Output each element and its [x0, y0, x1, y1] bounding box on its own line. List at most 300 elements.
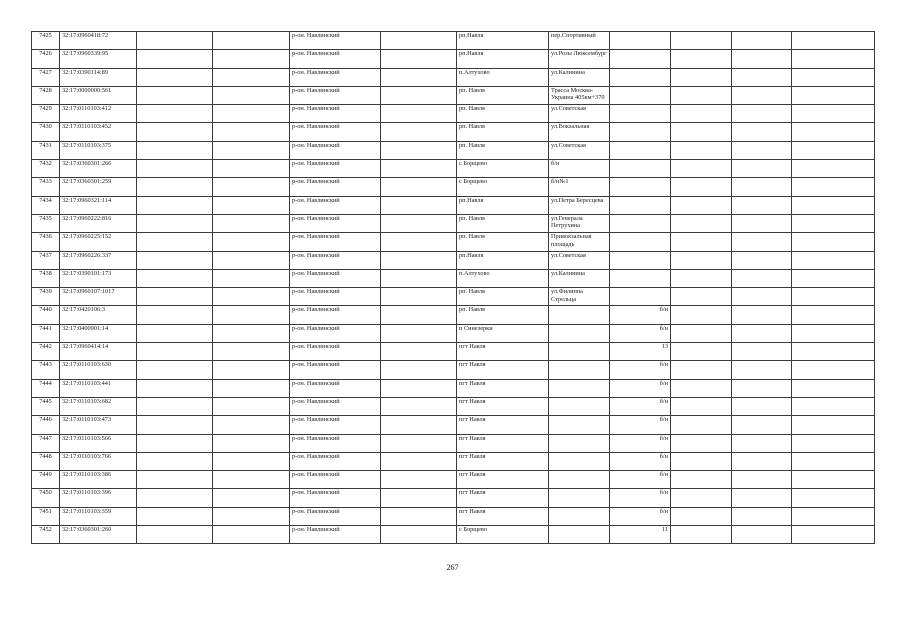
cell-empty — [732, 160, 792, 178]
cell-house: б/н — [610, 489, 671, 507]
cell-empty — [381, 269, 457, 287]
cell-number: 7452 — [32, 526, 60, 544]
cell-empty — [137, 269, 213, 287]
cell-empty — [792, 452, 875, 470]
cell-street: ул.Петра Бересцева — [549, 196, 610, 214]
cell-district: р-он. Навлинский — [290, 397, 381, 415]
cell-empty — [732, 507, 792, 525]
cell-empty — [213, 489, 290, 507]
cell-street — [549, 306, 610, 324]
cell-empty — [671, 288, 732, 306]
cell-empty — [213, 361, 290, 379]
table-row — [32, 526, 875, 544]
cell-empty — [381, 379, 457, 397]
cell-house — [610, 214, 671, 232]
cell-empty — [213, 526, 290, 544]
cell-empty — [671, 50, 732, 68]
cell-empty — [671, 32, 732, 50]
cell-empty — [137, 251, 213, 269]
cell-cadastral-number: 32:17:0110103:630 — [60, 361, 137, 379]
cell-empty — [381, 141, 457, 159]
cell-empty — [137, 306, 213, 324]
cell-cadastral-number: 32:17:0110103:682 — [60, 397, 137, 415]
cell-empty — [732, 397, 792, 415]
cell-locality: с Борщево — [457, 178, 549, 196]
cell-empty — [213, 471, 290, 489]
cell-cadastral-number: 32:17:0390114:89 — [60, 68, 137, 86]
cell-district: р-он. Навлинский — [290, 343, 381, 361]
table-row — [32, 507, 875, 525]
cell-house — [610, 105, 671, 123]
cell-empty — [137, 68, 213, 86]
cell-empty — [137, 196, 213, 214]
cell-number: 7426 — [32, 50, 60, 68]
cell-number: 7447 — [32, 434, 60, 452]
cell-district: р-он. Навлинский — [290, 141, 381, 159]
cell-locality: пгт Навля — [457, 379, 549, 397]
cell-empty — [381, 233, 457, 251]
cell-empty — [732, 306, 792, 324]
cell-empty — [137, 233, 213, 251]
cell-number: 7425 — [32, 32, 60, 50]
cell-empty — [213, 141, 290, 159]
cell-house: б/н — [610, 306, 671, 324]
cell-empty — [381, 361, 457, 379]
cell-house — [610, 141, 671, 159]
cell-empty — [671, 251, 732, 269]
table-row — [32, 251, 875, 269]
cell-empty — [732, 269, 792, 287]
cell-cadastral-number: 32:17:0110103:386 — [60, 471, 137, 489]
cell-empty — [381, 452, 457, 470]
cell-cadastral-number: 32:17:0960226:337 — [60, 251, 137, 269]
cell-empty — [381, 251, 457, 269]
cell-empty — [381, 434, 457, 452]
cell-empty — [671, 452, 732, 470]
cell-empty — [381, 32, 457, 50]
cell-house — [610, 50, 671, 68]
cell-empty — [381, 471, 457, 489]
cell-empty — [732, 233, 792, 251]
cell-district: р-он. Навлинский — [290, 471, 381, 489]
cell-number: 7443 — [32, 361, 60, 379]
cell-district: р-он. Навлинский — [290, 269, 381, 287]
cell-empty — [792, 416, 875, 434]
cell-empty — [137, 123, 213, 141]
cell-empty — [381, 397, 457, 415]
cell-house: б/н — [610, 397, 671, 415]
cell-number: 7436 — [32, 233, 60, 251]
cell-empty — [381, 526, 457, 544]
cell-empty — [213, 233, 290, 251]
registry-table — [31, 31, 875, 544]
cell-empty — [792, 141, 875, 159]
cell-locality: рп.Навля — [457, 50, 549, 68]
cell-district: р-он. Навлинский — [290, 361, 381, 379]
cell-locality: с Борщево — [457, 526, 549, 544]
cell-empty — [732, 288, 792, 306]
cell-house: б/н — [610, 416, 671, 434]
cell-street — [549, 324, 610, 342]
cell-number: 7440 — [32, 306, 60, 324]
cell-locality: п.Алтухово — [457, 269, 549, 287]
cell-empty — [137, 526, 213, 544]
cell-empty — [213, 32, 290, 50]
cell-house — [610, 196, 671, 214]
cell-empty — [137, 214, 213, 232]
cell-house: б/н — [610, 361, 671, 379]
table-row — [32, 68, 875, 86]
cell-locality: рп.Навля — [457, 251, 549, 269]
cell-empty — [137, 50, 213, 68]
cell-empty — [381, 416, 457, 434]
cell-district: р-он. Навлинский — [290, 306, 381, 324]
cell-number: 7441 — [32, 324, 60, 342]
cell-number: 7437 — [32, 251, 60, 269]
page-number: 267 — [446, 563, 459, 572]
cell-empty — [732, 86, 792, 104]
cell-locality: пгт Навля — [457, 397, 549, 415]
cell-empty — [732, 214, 792, 232]
cell-cadastral-number: 32:17:0360301:266 — [60, 160, 137, 178]
cell-empty — [671, 489, 732, 507]
cell-empty — [381, 343, 457, 361]
cell-cadastral-number: 32:17:0360301:260 — [60, 526, 137, 544]
table-row — [32, 306, 875, 324]
cell-house — [610, 269, 671, 287]
cell-empty — [213, 160, 290, 178]
cell-cadastral-number: 32:17:0960321:114 — [60, 196, 137, 214]
cell-cadastral-number: 32:17:0000000:561 — [60, 86, 137, 104]
cell-number: 7446 — [32, 416, 60, 434]
cell-cadastral-number: 32:17:0960418:72 — [60, 32, 137, 50]
cell-empty — [381, 507, 457, 525]
cell-district: р-он. Навлинский — [290, 526, 381, 544]
cell-empty — [137, 452, 213, 470]
cell-district: р-он. Навлинский — [290, 123, 381, 141]
cell-house: б/н — [610, 434, 671, 452]
cell-house — [610, 123, 671, 141]
cell-number: 7442 — [32, 343, 60, 361]
table-row — [32, 86, 875, 104]
cell-district: р-он. Навлинский — [290, 251, 381, 269]
cell-empty — [671, 123, 732, 141]
cell-empty — [792, 160, 875, 178]
cell-empty — [381, 196, 457, 214]
cell-number: 7432 — [32, 160, 60, 178]
cell-locality: рп. Навля — [457, 233, 549, 251]
cell-empty — [213, 178, 290, 196]
cell-empty — [671, 471, 732, 489]
cell-cadastral-number: 32:17:0110103:441 — [60, 379, 137, 397]
table-row — [32, 32, 875, 50]
cell-street — [549, 489, 610, 507]
cell-street: Привокзальная площадь — [549, 233, 610, 251]
cell-empty — [671, 379, 732, 397]
cell-number: 7429 — [32, 105, 60, 123]
cell-cadastral-number: 32:17:0420106:3 — [60, 306, 137, 324]
cell-locality: рп. Навля — [457, 123, 549, 141]
cell-empty — [671, 196, 732, 214]
cell-number: 7427 — [32, 68, 60, 86]
cell-empty — [137, 343, 213, 361]
cell-locality: пгт Навля — [457, 507, 549, 525]
cell-empty — [213, 123, 290, 141]
table-row — [32, 471, 875, 489]
cell-empty — [137, 141, 213, 159]
table-row — [32, 105, 875, 123]
cell-empty — [671, 416, 732, 434]
cell-empty — [671, 214, 732, 232]
cell-street: ул.Филиппа Стрельца — [549, 288, 610, 306]
cell-locality: рп. Навля — [457, 306, 549, 324]
cell-empty — [137, 471, 213, 489]
cell-street: Трасса Москва-Украина 405км+370 — [549, 86, 610, 104]
table-row — [32, 178, 875, 196]
cell-empty — [792, 489, 875, 507]
cell-empty — [671, 86, 732, 104]
cell-street: ул.Советская — [549, 251, 610, 269]
cell-empty — [381, 50, 457, 68]
cell-cadastral-number: 32:17:0110103:396 — [60, 489, 137, 507]
cell-street: ул.Вокзальная — [549, 123, 610, 141]
cell-street: ул.Советская — [549, 141, 610, 159]
cell-empty — [671, 507, 732, 525]
cell-empty — [381, 123, 457, 141]
cell-locality: пгт Навля — [457, 416, 549, 434]
cell-empty — [792, 50, 875, 68]
cell-empty — [732, 251, 792, 269]
cell-cadastral-number: 32:17:0110103:452 — [60, 123, 137, 141]
cell-locality: рп. Навля — [457, 141, 549, 159]
cell-district: р-он. Навлинский — [290, 288, 381, 306]
cell-cadastral-number: 32:17:0960222:816 — [60, 214, 137, 232]
cell-house — [610, 160, 671, 178]
cell-street — [549, 507, 610, 525]
cell-empty — [732, 416, 792, 434]
cell-empty — [213, 214, 290, 232]
cell-empty — [732, 489, 792, 507]
cell-house — [610, 288, 671, 306]
cell-empty — [137, 361, 213, 379]
cell-locality: пгт Навля — [457, 361, 549, 379]
cell-empty — [213, 379, 290, 397]
table-row — [32, 416, 875, 434]
cell-empty — [137, 489, 213, 507]
cell-empty — [671, 526, 732, 544]
cell-cadastral-number: 32:17:0110103:473 — [60, 416, 137, 434]
cell-empty — [213, 196, 290, 214]
cell-empty — [213, 434, 290, 452]
cell-empty — [381, 324, 457, 342]
cell-empty — [671, 324, 732, 342]
cell-empty — [732, 434, 792, 452]
cell-district: р-он. Навлинский — [290, 160, 381, 178]
cell-house: 13 — [610, 343, 671, 361]
table-row — [32, 324, 875, 342]
cell-district: р-он. Навлинский — [290, 32, 381, 50]
cell-empty — [213, 452, 290, 470]
cell-locality: рп. Навля — [457, 105, 549, 123]
cell-cadastral-number: 32:17:0110103:359 — [60, 507, 137, 525]
cell-district: р-он. Навлинский — [290, 233, 381, 251]
cell-empty — [137, 397, 213, 415]
cell-empty — [732, 141, 792, 159]
cell-street: ул.Калинина — [549, 68, 610, 86]
cell-empty — [671, 68, 732, 86]
cell-number: 7449 — [32, 471, 60, 489]
cell-number: 7444 — [32, 379, 60, 397]
cell-empty — [792, 361, 875, 379]
cell-empty — [732, 452, 792, 470]
table-row — [32, 397, 875, 415]
cell-street — [549, 452, 610, 470]
cell-empty — [213, 416, 290, 434]
cell-empty — [671, 269, 732, 287]
cell-locality: с Борщево — [457, 160, 549, 178]
cell-street: пер.Спортивный — [549, 32, 610, 50]
cell-empty — [792, 324, 875, 342]
table-row — [32, 196, 875, 214]
cell-district: р-он. Навлинский — [290, 507, 381, 525]
cell-empty — [671, 434, 732, 452]
cell-locality: рп. Навля — [457, 86, 549, 104]
cell-empty — [671, 306, 732, 324]
cell-empty — [213, 251, 290, 269]
cell-empty — [732, 196, 792, 214]
cell-empty — [792, 397, 875, 415]
cell-empty — [792, 507, 875, 525]
cell-house: б/н — [610, 471, 671, 489]
cell-empty — [213, 306, 290, 324]
cell-empty — [671, 141, 732, 159]
cell-empty — [792, 269, 875, 287]
cell-empty — [137, 507, 213, 525]
cell-street — [549, 361, 610, 379]
table-row — [32, 233, 875, 251]
cell-empty — [213, 324, 290, 342]
table-row — [32, 489, 875, 507]
cell-empty — [137, 160, 213, 178]
cell-empty — [732, 178, 792, 196]
cell-district: р-он. Навлинский — [290, 452, 381, 470]
cell-house — [610, 86, 671, 104]
cell-empty — [732, 68, 792, 86]
cell-empty — [213, 86, 290, 104]
cell-number: 7428 — [32, 86, 60, 104]
table-row — [32, 434, 875, 452]
cell-house: б/н — [610, 379, 671, 397]
cell-empty — [732, 324, 792, 342]
cell-number: 7451 — [32, 507, 60, 525]
cell-house — [610, 68, 671, 86]
cell-empty — [792, 526, 875, 544]
cell-empty — [792, 178, 875, 196]
cell-cadastral-number: 32:17:0960107:1017 — [60, 288, 137, 306]
cell-district: р-он. Навлинский — [290, 489, 381, 507]
cell-street — [549, 397, 610, 415]
cell-empty — [213, 105, 290, 123]
cell-empty — [792, 434, 875, 452]
cell-street — [549, 416, 610, 434]
cell-district: р-он. Навлинский — [290, 324, 381, 342]
cell-empty — [381, 86, 457, 104]
cell-empty — [671, 397, 732, 415]
cell-cadastral-number: 32:17:0960414:14 — [60, 343, 137, 361]
cell-number: 7438 — [32, 269, 60, 287]
cell-district: р-он. Навлинский — [290, 68, 381, 86]
cell-locality: пгт Навля — [457, 343, 549, 361]
cell-empty — [381, 306, 457, 324]
cell-house: б/н — [610, 507, 671, 525]
table-row — [32, 141, 875, 159]
table-row — [32, 361, 875, 379]
cell-number: 7431 — [32, 141, 60, 159]
cell-empty — [732, 526, 792, 544]
cell-empty — [792, 343, 875, 361]
cell-empty — [792, 251, 875, 269]
table-row — [32, 452, 875, 470]
cell-empty — [732, 123, 792, 141]
cell-house — [610, 251, 671, 269]
cell-empty — [137, 324, 213, 342]
cell-empty — [671, 343, 732, 361]
cell-empty — [213, 50, 290, 68]
cell-number: 7439 — [32, 288, 60, 306]
cell-street: ул.Розы Люксембург — [549, 50, 610, 68]
cell-district: р-он. Навлинский — [290, 214, 381, 232]
cell-empty — [792, 196, 875, 214]
cell-locality: пгт Навля — [457, 434, 549, 452]
cell-empty — [381, 178, 457, 196]
cell-empty — [213, 343, 290, 361]
cell-locality: п.Алтухово — [457, 68, 549, 86]
cell-house: б/н — [610, 324, 671, 342]
cell-number: 7434 — [32, 196, 60, 214]
cell-empty — [792, 68, 875, 86]
cell-empty — [792, 105, 875, 123]
cell-empty — [137, 178, 213, 196]
cell-empty — [792, 379, 875, 397]
cell-street: б/н — [549, 160, 610, 178]
cell-house — [610, 32, 671, 50]
cell-empty — [792, 214, 875, 232]
cell-empty — [137, 416, 213, 434]
cell-empty — [792, 32, 875, 50]
cell-district: р-он. Навлинский — [290, 178, 381, 196]
cell-empty — [213, 507, 290, 525]
cell-empty — [792, 86, 875, 104]
cell-empty — [381, 288, 457, 306]
cell-district: р-он. Навлинский — [290, 50, 381, 68]
cell-number: 7448 — [32, 452, 60, 470]
cell-street: ул.Генерала Петрухина — [549, 214, 610, 232]
cell-locality: рп. Навля — [457, 288, 549, 306]
cell-empty — [792, 471, 875, 489]
cell-cadastral-number: 32:17:0110103:375 — [60, 141, 137, 159]
cell-district: р-он. Навлинский — [290, 416, 381, 434]
cell-empty — [213, 68, 290, 86]
cell-street: ул.Калинина — [549, 269, 610, 287]
cell-empty — [213, 269, 290, 287]
cell-cadastral-number: 32:17:0400901:14 — [60, 324, 137, 342]
cell-empty — [732, 361, 792, 379]
cell-district: р-он. Навлинский — [290, 379, 381, 397]
cell-empty — [732, 50, 792, 68]
cell-street — [549, 343, 610, 361]
cell-district: р-он. Навлинский — [290, 196, 381, 214]
cell-empty — [137, 32, 213, 50]
